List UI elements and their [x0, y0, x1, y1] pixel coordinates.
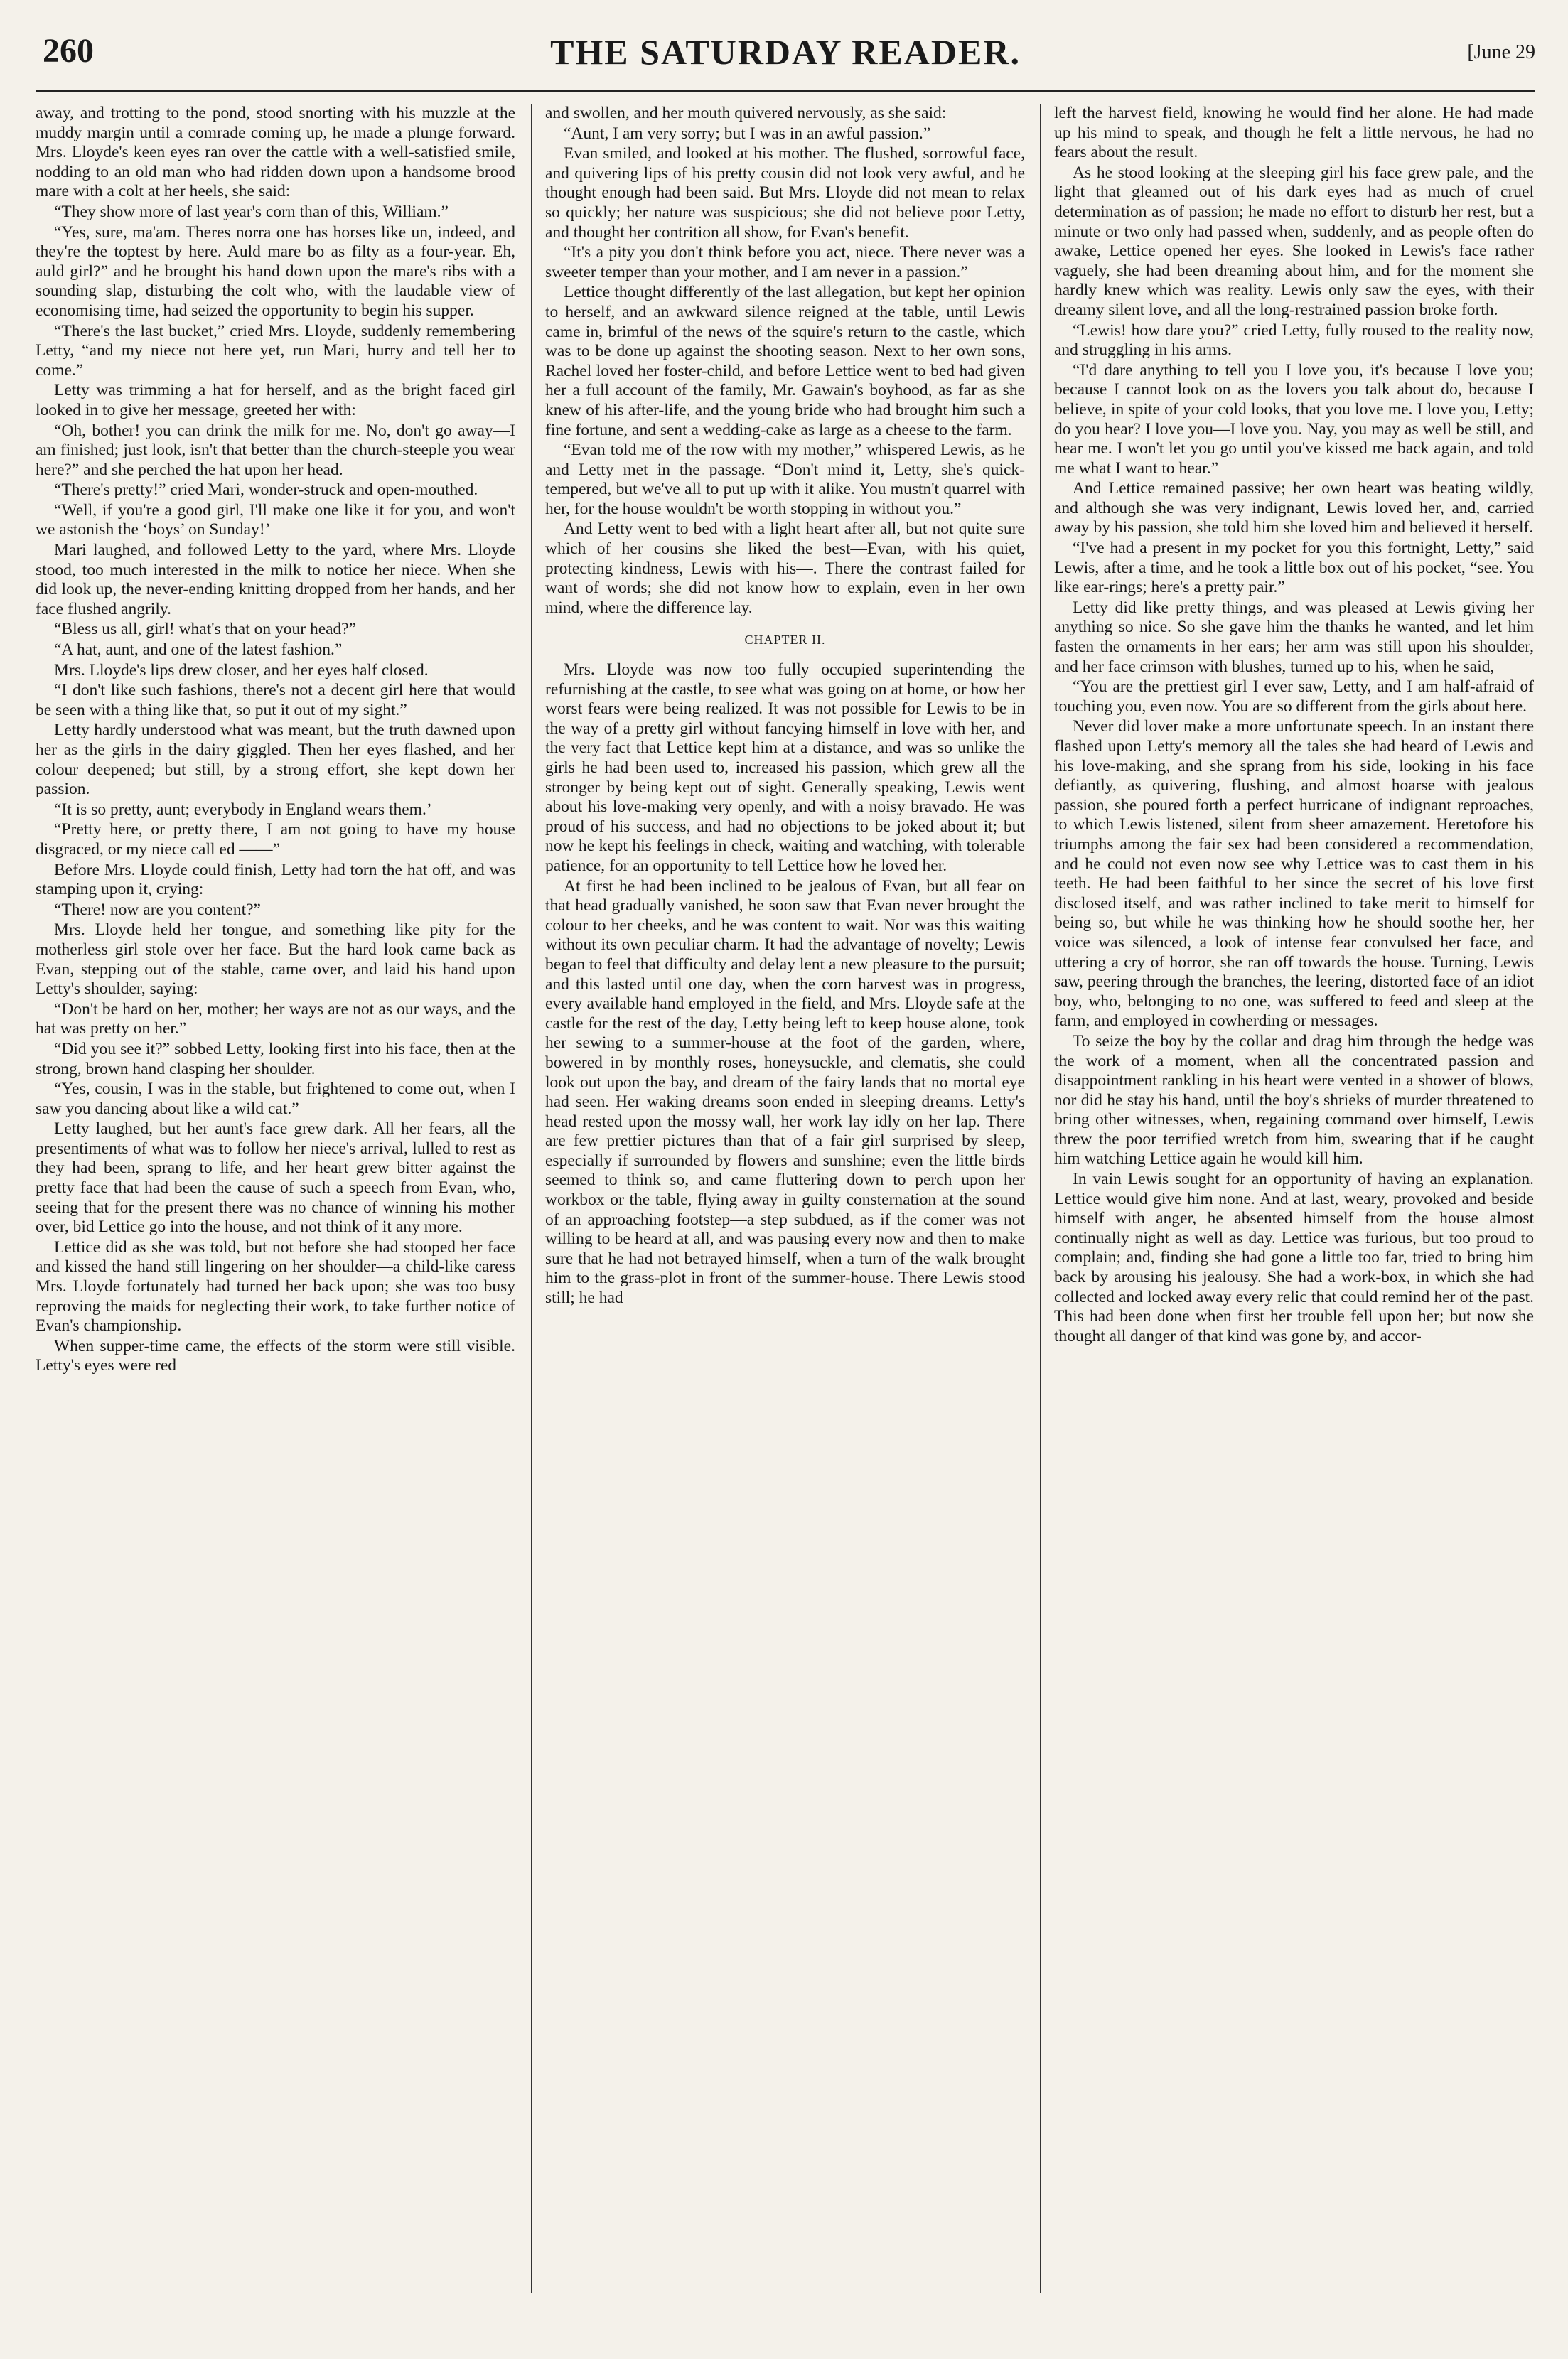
paragraph: “Bless us all, girl! what's that on your head?”: [54, 620, 357, 639]
paragraph: “I don't like such fashions, there's not a decent girl here that would be seen with a thing like that, so put it out of my sight.”: [36, 681, 515, 719]
paragraph: Lettice did as she was told, but not before she had stooped her face and kissed the hand still lingering on her shoulder—a child-like caress Mrs. Lloyde fortunately had turned her back upon; she was too busy reproving the maids for neglecting their work, to take further notice of Evan's championship.: [36, 1237, 515, 1336]
paragraph: “Yes, cousin, I was in the stable, but frightened to come out, when I saw you dancing about like a wild cat.”: [36, 1080, 515, 1118]
column-2: [545, 104, 1025, 2293]
paragraph: Mari laughed, and followed Letty to the yard, where Mrs. Lloyde stood, too much interested in the milk to notice her niece. When she did look up, the never-ending knitting dropped from her hands, and her face flushed angrily.: [36, 541, 515, 618]
paragraph: “Aunt, I am very sorry; but I was in an awful passion.”: [564, 124, 931, 143]
paragraph: “There's the last bucket,” cried Mrs. Lloyde, suddenly remembering Letty, “and my niece not here yet, run Mari, hurry and tell her to come.”: [36, 321, 515, 380]
paragraph: away, and trotting to the pond, stood snorting with his muzzle at the muddy margin until a comrade coming up, he made a plunge forward. Mrs. Lloyde's keen eyes ran over the cattle with a well-satisfied smile, nodding to an old man who had ridden down upon a handsome brood mare with a colt at her heels, she said:: [36, 104, 515, 201]
paragraph: When supper-time came, the effects of the storm were still visible. Letty's eyes were red: [36, 1336, 515, 1375]
paragraph: “Don't be hard on her, mother; her ways are not as our ways, and the hat was pretty on her.”: [36, 999, 515, 1038]
paragraph: At first he had been inclined to be jealous of Evan, but all fear on that head gradually vanished, he soon saw that Evan never brought the colour to her cheeks, and he was content to wait. Nor was this waiting without its own peculiar charm. It had the advantage of novelty; Lewis began to feel that difficulty and delay lent a new pleasure to the pursuit; and this lasted until one day, when the corn harvest was in progress, every available hand employed in the field, and Mrs. Lloyde safe at the castle for the rest of the day, Letty being left to keep house alone, took her sewing to a summer-house at the foot of the garden, where, bowered in by monthly roses, honeysuckle, and clematis, she could look out upon the bay, and dream of the fairy lands that no mortal eye had seen. Her waking dreams soon ended in sleeping dreams. Letty's head rested upon the mossy wall, her work lay idly on her lap. There are few prettier pictures than that of a fair girl surprised by sleep, especially if surrounded by flowers and sunshine; even the little birds seemed to think so, and came fluttering down to perch upon her workbox or the table, flying away in guilty consternation at the sound of an approaching footstep—a step subdued, as if the comer was not willing to be heard at all, and was pausing every now and then to make sure that he had not betrayed himself, when a turn of the walk brought him to the grass-plot in front of the summer-house. There Lewis stood still; he had: [545, 876, 1025, 1308]
paragraph: “It is so pretty, aunt; everybody in England wears them.’: [54, 800, 432, 819]
column-divider: [1040, 104, 1041, 2293]
paragraph: “You are the prettiest girl I ever saw, Letty, and I am half-afraid of touching you, even now. You are so different from the girls about here.: [1054, 677, 1534, 716]
paragraph: “They show more of last year's corn than of this, William.”: [54, 202, 449, 221]
paragraph: “Pretty here, or pretty there, I am not going to have my house disgraced, or my niece call ed ——”: [36, 820, 515, 859]
issue-date: [June 29: [1467, 41, 1535, 63]
chapter-heading: CHAPTER II.: [744, 633, 826, 647]
paragraph: “Lewis! how dare you?” cried Letty, fully roused to the reality now, and struggling in his arms.: [1054, 321, 1534, 360]
paragraph: Mrs. Lloyde was now too fully occupied superintending the refurnishing at the castle, to see what was going on at home, or how her worst fears were being realized. It was not possible for Lewis to be in the way of a pretty girl without fancying himself in love with her, and the very fact that Lettice kept him at a distance, and was so unlike the girls he had been used to, increased his passion, which grew all the stronger by being kept out of sight. Generally speaking, Lewis went about his love-making very openly, and with a noisy bravado. He was proud of his success, and had no objections to be joked about it; but now he kept his feelings in check, waiting and watching, with tolerable patience, for an opportunity to tell Lettice how he loved her.: [545, 660, 1025, 875]
paragraph: And Lettice remained passive; her own heart was beating wildly, and although she was very indignant, Lewis loved her, and, carried away by his passion, she told him she loved him and believed it herself.: [1054, 479, 1534, 537]
paragraph: As he stood looking at the sleeping girl his face grew pale, and the light that gleamed out of his dark eyes had as much of cruel determination as of passion; he made no effort to disturb her rest, but a minute or two only had passed when, suddenly, and as people often do awake, Lettice opened her eyes. She looked in Lewis's face rather vaguely, she had been dreaming about him, and for the moment she hardly knew which was reality. Lewis only saw the eyes, with their dreamy silent love, and all the long-restrained passion broke forth.: [1054, 163, 1534, 319]
paragraph: “I've had a present in my pocket for you this fortnight, Letty,” said Lewis, after a time, and he took a little box out of his pocket, “see. You like ear-rings; here's a pretty pair.”: [1054, 539, 1534, 597]
paragraph: “Did you see it?” sobbed Letty, looking first into his face, then at the strong, brown hand clasping her shoulder.: [36, 1039, 515, 1078]
paragraph: Never did lover make a more unfortunate speech. In an instant there flashed upon Letty's memory all the tales she had heard of Lewis and his love-making, and she sprang from his side, looking in his face defiantly, as quivering, flushing, and almost hoarse with jealous passion, she poured forth a perfect hurricane of indignant reproaches, to which Lewis listened, silent from sheer amazement. Heretofore his triumphs among the fair sex had been considered a recommendation, and he could not even now see why Lettice was to cast them in his teeth. He had been faithful to her since the secret of his love first disclosed itself, and was rather inclined to take merit to himself for being so, but while he was thinking how he should soothe her, her voice was silenced, a look of intense fear convulsed her face, and uttering a cry of horror, she ran off towards the house. Turning, Lewis saw, peering through the branches, the leering, distorted face of an idiot boy, who, belonging to no one, was suffered to feed and sleep at the farm, and employed in cowherding or messages.: [1054, 717, 1534, 1031]
paragraph: “I'd dare anything to tell you I love you, it's because I love you; because I cannot look on as the lovers you talk about do, because I believe, in spite of your cold looks, that you love me. I love you, Letty; do you hear? I love you—I love you. Nay, you may as well be still, and hear me. I won't let you go until you've kissed me back again, and told me what I want to hear.”: [1054, 360, 1534, 478]
column-divider: [531, 104, 532, 2293]
paragraph: “Well, if you're a good girl, I'll make one like it for you, and won't we astonish the ‘boys’ on Sunday!’: [36, 500, 515, 539]
paragraph: In vain Lewis sought for an opportunity of having an explanation. Lettice would give him none. And at last, weary, provoked and beside himself with anger, he absented himself from the house almost continually night as well as day. Lettice was furious, but too proud to complain; and, finding she had gone a little too far, tried to bring him back by arousing his jealousy. She had a work-box, in which she had collected and locked away every relic that could remind her of the past. This had been done when first her trouble fell upon her; but now she thought all danger of that kind was gone by, and accor-: [1054, 1170, 1534, 1345]
paragraph: Mrs. Lloyde held her tongue, and something like pity for the motherless girl stole over her face. But the hard look came back as Evan, stepping out of the stable, came over, and laid his hand upon Letty's shoulder, saying:: [36, 920, 515, 999]
paragraph: left the harvest field, knowing he would find her alone. He had made up his mind to speak, and though he felt a little nervous, he had no fears about the result.: [1054, 104, 1534, 162]
paragraph: and swollen, and her mouth quivered nervously, as she said:: [545, 104, 947, 122]
header-rule: [36, 90, 1535, 92]
paragraph: Lettice thought differently of the last allegation, but kept her opinion to herself, and an awkward silence reigned at the table, until Lewis came in, brimful of the news of the squire's return to the castle, which was to be done up against the shooting season. Next to her own sons, Rachel loved her foster-child, and before Lettice went to bed had given her a full account of the family, Mr. Gawain's boyhood, as far as she knew of his after-life, and the young bride who had brought him such a fine fortune, and sent a wedding-cake as large as a cheese to the farm.: [545, 283, 1025, 439]
paragraph: Letty was trimming a hat for herself, and as the bright faced girl looked in to give her message, greeted her with:: [36, 381, 515, 419]
paragraph: Letty hardly understood what was meant, but the truth dawned upon her as the girls in the dairy giggled. Then her eyes flashed, and her colour deepened; but still, by a strong effort, she kept down her passion.: [36, 721, 515, 799]
publication-title: THE SATURDAY READER.: [550, 32, 1021, 72]
paragraph: Before Mrs. Lloyde could finish, Letty had torn the hat off, and was stamping upon it, crying:: [36, 860, 515, 899]
paragraph: Letty laughed, but her aunt's face grew dark. All her fears, all the presentiments of what was to follow her niece's arrival, lulled to rest as they had been, sprang to life, and her heart grew bitter against the pretty face that had been the cause of such a speech from Evan, who, seeing that for the present there was no chance of winning his mother over, bid Lettice go into the house, and not think of it any more.: [36, 1119, 515, 1237]
column-1: [36, 104, 515, 2293]
paragraph: And Letty went to bed with a light heart after all, but not quite sure which of her cousins she liked the best—Evan, with his quiet, protecting kindness, Lewis with his—. There the contrast failed for want of words; she did not know how to explain, even in her own mind, where the difference lay.: [545, 520, 1025, 617]
paragraph: “Oh, bother! you can drink the milk for me. No, don't go away—I am finished; just look, isn't that better than the church-steeple you wear here?” and she perched the hat upon her head.: [36, 421, 515, 479]
paragraph: “Yes, sure, ma'am. Theres norra one has horses like un, indeed, and they're the toptest by here. Auld mare bo as filty as a four-year. Eh, auld girl?” and he brought his hand down upon the mare's ribs with a sounding slap, disturbing the colt who, with the laudable view of economising time, had seized the opportunity to begin his supper.: [36, 222, 515, 320]
column-3: [1054, 104, 1534, 2293]
page-header: [36, 31, 1535, 77]
paragraph: Mrs. Lloyde's lips drew closer, and her eyes half closed.: [54, 660, 429, 679]
paragraph: “A hat, aunt, and one of the latest fashion.”: [54, 640, 343, 660]
paragraph: To seize the boy by the collar and drag him through the hedge was the work of a moment, when all the concentrated passion and disappointment rankling in his heart were vented in a shower of blows, nor did he stay his hand, until the boy's shrieks of murder threatened to bring other witnesses, when, regaining command over himself, Lewis threw the poor terrified wretch from him, swearing that if he caught him watching Lettice again he would kill him.: [1054, 1031, 1534, 1168]
paragraph: “It's a pity you don't think before you act, niece. There never was a sweeter temper than your mother, and I am never in a passion.”: [545, 243, 1025, 281]
paragraph: Letty did like pretty things, and was pleased at Lewis giving her anything so nice. So she gave him the thanks he wanted, and let him fasten the ornaments in her ears; her arm was still upon his shoulder, and her face crimson with blushes, turned up to his, when he said,: [1054, 598, 1534, 676]
paragraph: Evan smiled, and looked at his mother. The flushed, sorrowful face, and quivering lips of his pretty cousin did not look very awful, and he thought enough had been said. But Mrs. Lloyde did not mean to relax so quickly; her nature was suspicious; she did not believe poor Letty, and thought her contrition all show, for Evan's benefit.: [545, 144, 1025, 242]
paragraph: “Evan told me of the row with my mother,” whispered Lewis, as he and Letty met in the passage. “Don't mind it, Letty, she's quick-tempered, but we've all to put up with it alike. You mustn't quarrel with her, for the house wouldn't be worth stopping in without you.”: [545, 441, 1025, 518]
paragraph: “There's pretty!” cried Mari, wonder-struck and open-mouthed.: [54, 480, 478, 500]
page-number: 260: [43, 32, 94, 70]
paragraph: “There! now are you content?”: [54, 900, 261, 919]
